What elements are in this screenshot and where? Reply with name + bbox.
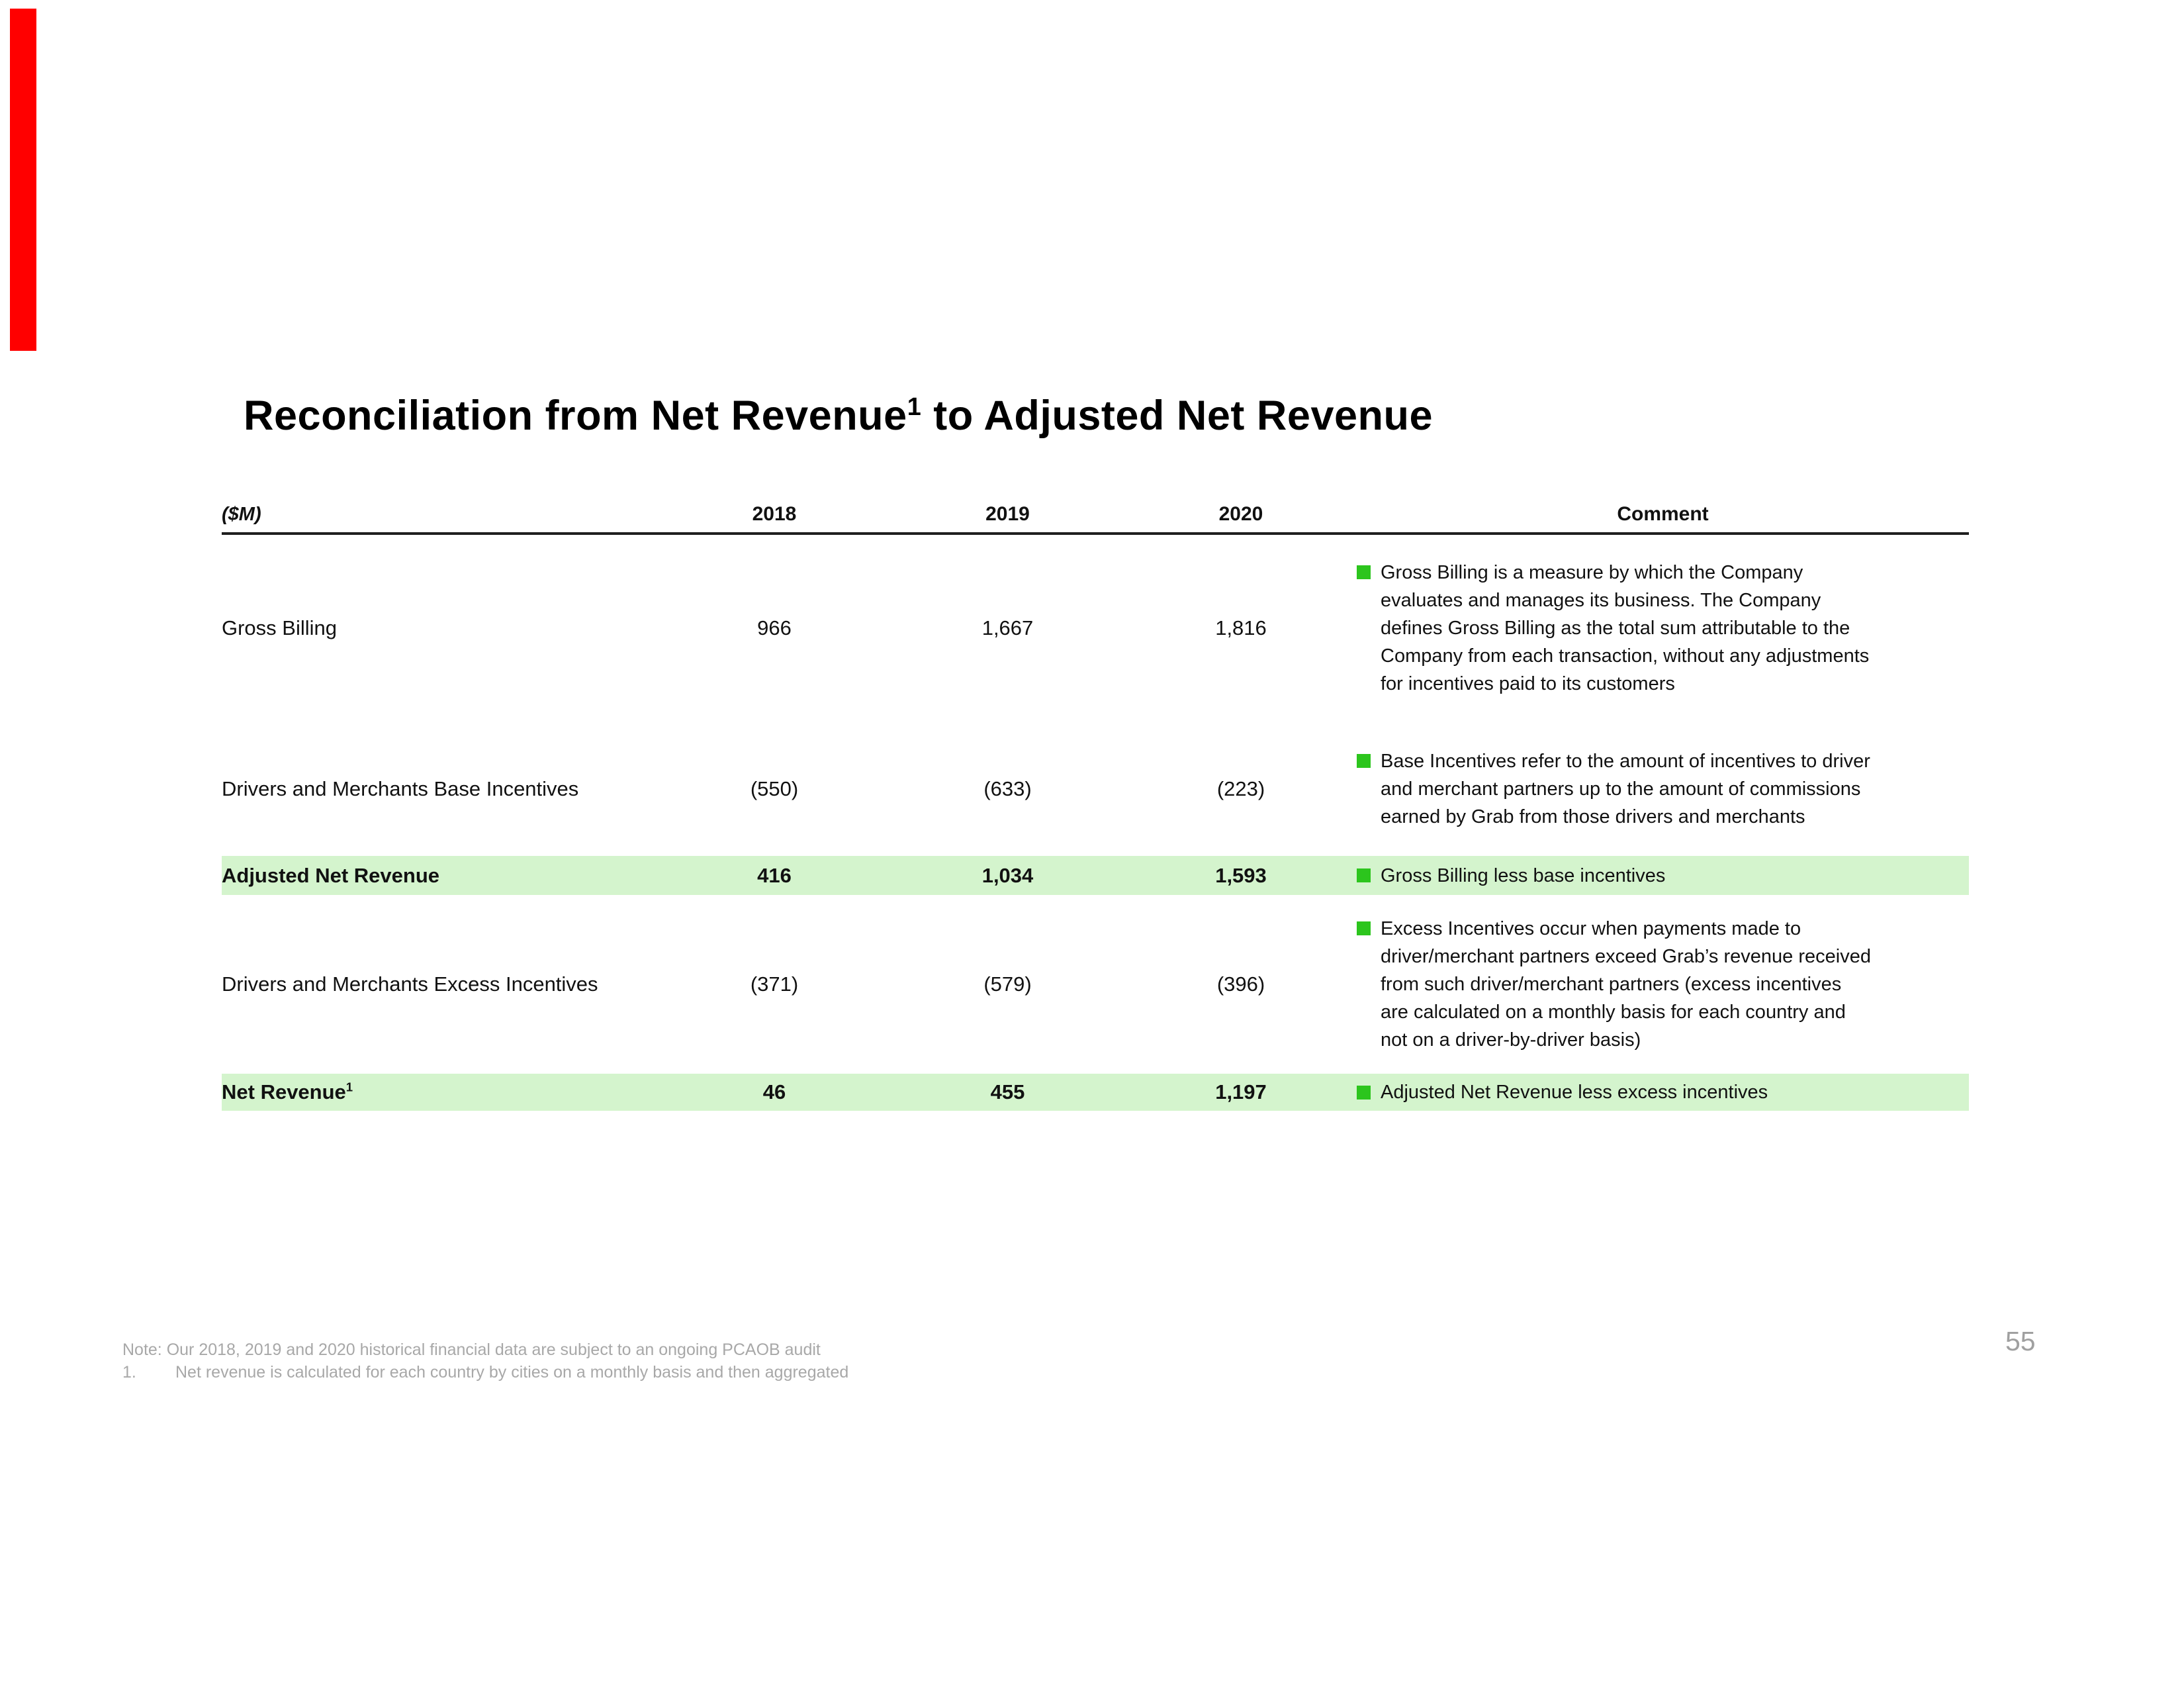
year-header-2020: 2020 <box>1218 503 1263 525</box>
value-2020: 1,816 <box>1215 616 1267 639</box>
value-2019: 1,667 <box>981 616 1034 639</box>
row-comment <box>1357 747 1969 831</box>
row-comment <box>1357 559 1969 698</box>
row-label: Drivers and Merchants Base Incentives <box>222 776 579 800</box>
row-comment <box>1357 862 1969 890</box>
comment-text: Base Incentives refer to the amount of incentives to driver and merchant partners up to the amount of commissions earned by Grab from those drivers and merchants <box>1381 750 1870 827</box>
comment-text: Gross Billing is a measure by which the Company evaluates and manages its business. The Company defines Gross Billing as the total sum attributable to the Company from each transaction, without any adjustments for incentives paid to its customers <box>1381 562 1870 694</box>
table-header-row <box>222 493 1969 535</box>
value-2019: 1,034 <box>981 863 1034 887</box>
title-text: Reconciliation from Net Revenue <box>244 393 907 439</box>
footnote-text: Net revenue is calculated for each country by cities on a monthly basis and then aggregated <box>175 1363 849 1382</box>
title-text-suffix: to Adjusted Net Revenue <box>921 393 1433 439</box>
value-2018: (550) <box>750 776 799 800</box>
row-comment <box>1357 1078 1969 1106</box>
value-2018: 46 <box>762 1080 786 1103</box>
green-square-bullet-icon <box>1357 921 1371 935</box>
value-2018: 966 <box>757 616 792 639</box>
unit-header: ($M) <box>222 504 261 525</box>
green-square-bullet-icon <box>1357 1086 1371 1100</box>
table-row-net-revenue <box>222 1074 1969 1111</box>
comment-header: Comment <box>1617 503 1709 525</box>
green-square-bullet-icon <box>1357 565 1371 579</box>
year-header-2018: 2018 <box>752 503 797 525</box>
table-row-excess-incentives <box>222 895 1969 1074</box>
footnote-number: 1. <box>122 1363 136 1382</box>
value-2019: (579) <box>983 972 1032 996</box>
reconciliation-table <box>222 493 1969 1111</box>
comment-text: Adjusted Net Revenue less excess incentives <box>1381 1082 1768 1103</box>
comment-text: Gross Billing less base incentives <box>1381 865 1666 886</box>
value-2020: 1,197 <box>1215 1080 1267 1103</box>
red-accent-bar <box>10 9 36 351</box>
value-2019: (633) <box>983 776 1032 800</box>
row-comment <box>1357 915 1969 1054</box>
page-number: 55 <box>2005 1326 2036 1356</box>
footnote-line <box>122 1361 848 1383</box>
footer-notes <box>122 1338 848 1383</box>
page-title <box>244 392 1433 440</box>
footnote-marker: 1 <box>345 1080 353 1094</box>
row-label: Net Revenue$^1$ <box>222 1080 353 1103</box>
table-row-base-incentives <box>222 722 1969 856</box>
row-label: Drivers and Merchants Excess Incentives <box>222 972 598 996</box>
row-label: Adjusted Net Revenue <box>222 863 440 887</box>
value-2020: (223) <box>1216 776 1265 800</box>
green-square-bullet-icon <box>1357 754 1371 768</box>
green-square-bullet-icon <box>1357 868 1371 882</box>
comment-text: Excess Incentives occur when payments made to driver/merchant partners exceed Grab’s revenue received from such driver/merchant partners (excess incentives are calculated on a monthly basis for each country and not on a driver-by-driver basis) <box>1381 918 1871 1051</box>
value-2020: (396) <box>1216 972 1265 996</box>
value-2018: 416 <box>757 863 792 887</box>
title-footnote-marker: 1 <box>907 393 922 421</box>
note-line: Note: Our 2018, 2019 and 2020 historical financial data are subject to an ongoing PCAOB audit <box>122 1340 821 1359</box>
value-2018: (371) <box>750 972 799 996</box>
value-2020: 1,593 <box>1215 863 1267 887</box>
year-header-2019: 2019 <box>985 503 1030 525</box>
value-2019: 455 <box>990 1080 1025 1103</box>
row-label: Gross Billing <box>222 616 337 639</box>
table-row-gross-billing <box>222 535 1969 722</box>
table-row-adjusted-net-revenue <box>222 856 1969 895</box>
